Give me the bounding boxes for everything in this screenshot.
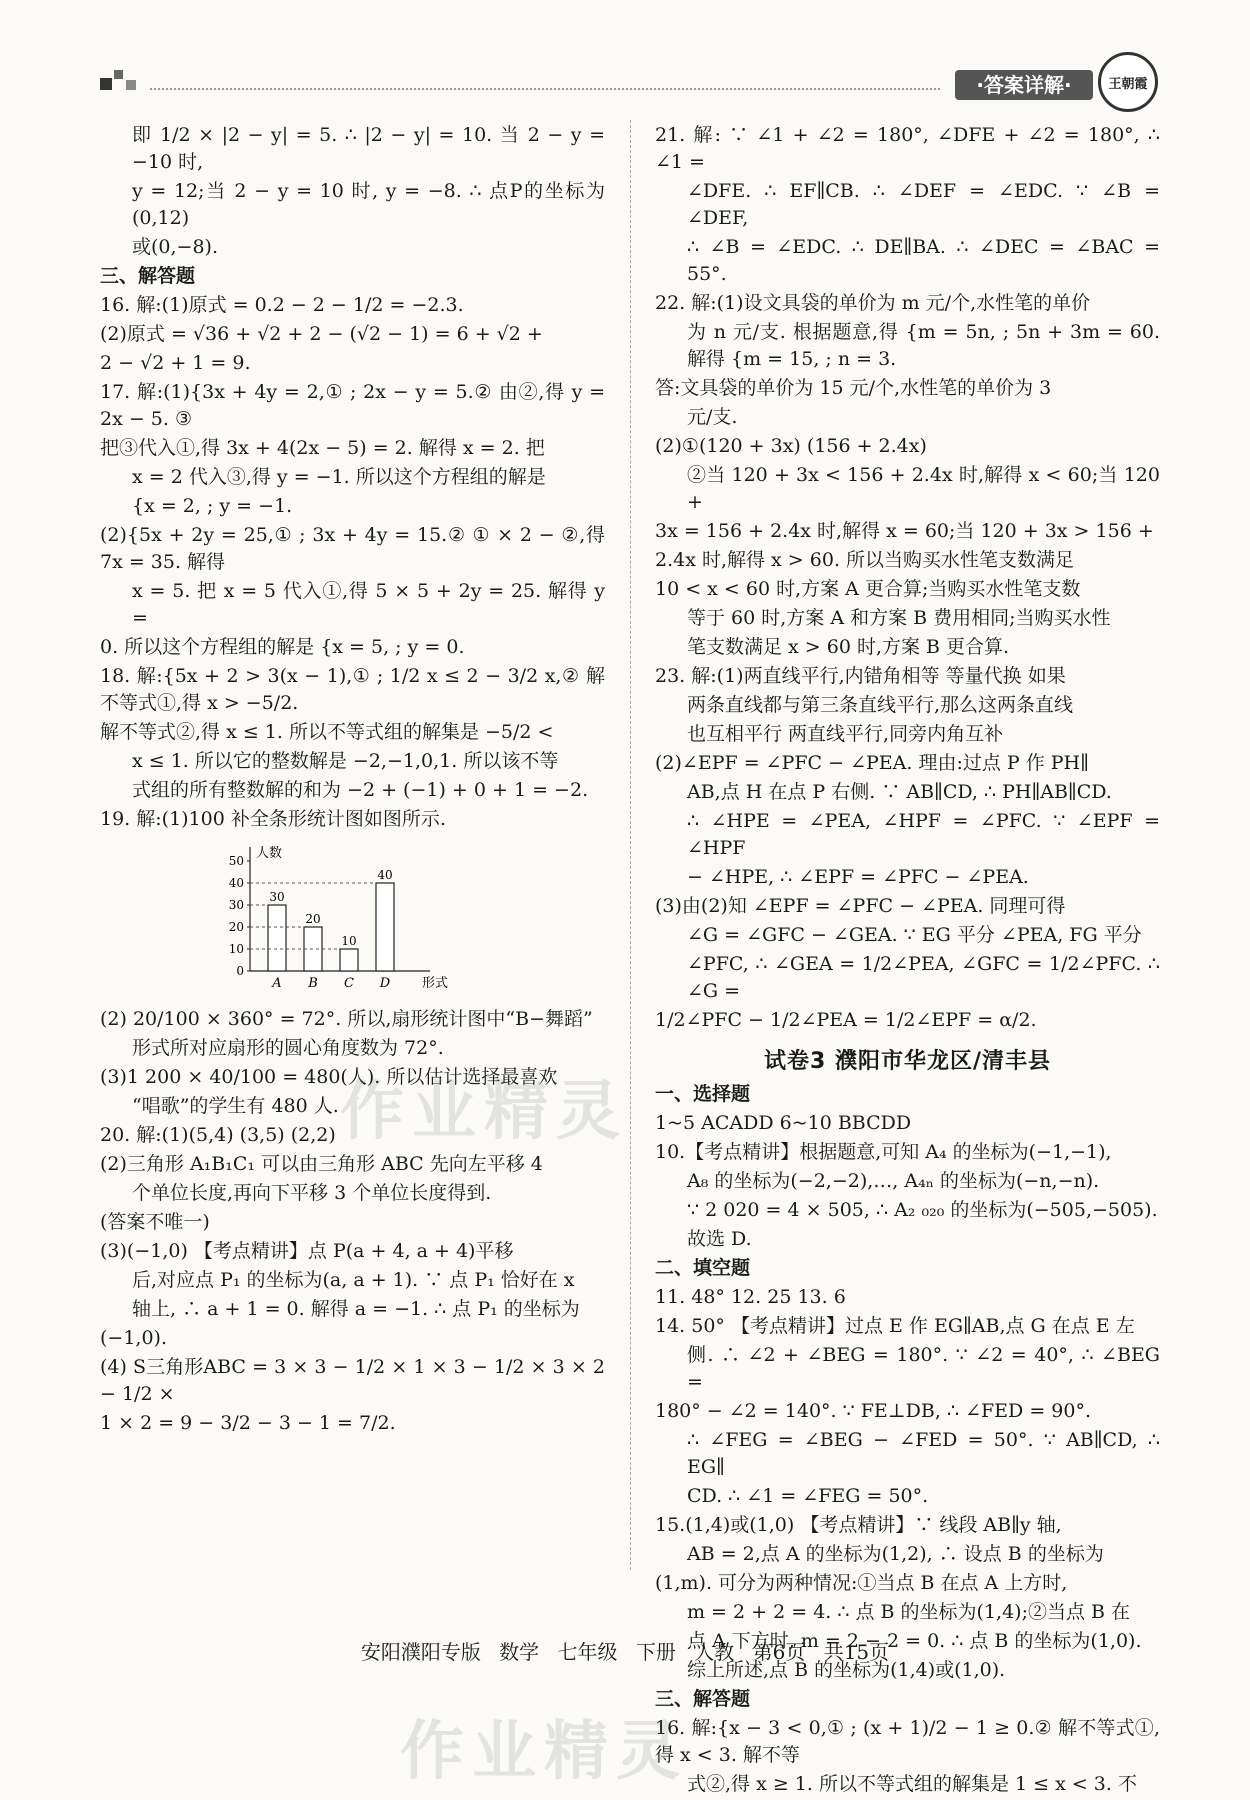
y-tick-label: 50 [228, 854, 244, 868]
right-text-block-2 [655, 1081, 1160, 1798]
text-line: 故选 D. [687, 1228, 752, 1250]
category-label: D [379, 976, 391, 991]
header-rule [150, 88, 940, 90]
text-line: (3)(−1,0) 【考点精讲】点 P(a + 4, a + 4)平移 [100, 1240, 514, 1262]
data-label: 20 [305, 912, 321, 926]
data-label: 10 [341, 934, 357, 948]
text-line: ∠PFC, ∴ ∠GEA = 1/2∠PEA, ∠GFC = 1/2∠PFC. ∴ ∠G = [687, 953, 1160, 1002]
header-tag: ·答案详解· [955, 70, 1093, 100]
text-line: (2) 20/100 × 360° = 72°. 所以,扇形统计图中“B−舞蹈” [100, 1008, 593, 1030]
text-line: 等于 60 时,方案 A 和方案 B 费用相同;当购买水性 [687, 607, 1111, 629]
text-line: 两条直线都与第三条直线平行,那么这两条直线 [687, 694, 1074, 716]
header-squares-icon [100, 70, 140, 96]
bar [340, 949, 358, 971]
text-line: (2)原式 = √36 + √2 + 2 − (√2 − 1) = 6 + √2 + [100, 323, 543, 345]
left-text-block [100, 122, 605, 833]
text-line: (2){5x + 2y = 25,① ; 3x + 4y = 15.② ① × 2 − ②,得 7x = 35. 解得 [100, 524, 605, 573]
text-line: 1~5 ACADD 6~10 BBCDD [655, 1112, 912, 1134]
text-line: 解不等式②,得 x ≤ 1. 所以不等式组的解集是 −5/2 < [100, 721, 554, 743]
text-line: 式②,得 x ≥ 1. 所以不等式组的解集是 1 ≤ x < 3. 不 [687, 1773, 1137, 1795]
y-axis-label: 人数 [256, 846, 283, 861]
category-label: C [344, 976, 354, 991]
text-line: 2 − √2 + 1 = 9. [100, 352, 251, 374]
text-line: m = 2 + 2 = 4. ∴ 点 B 的坐标为(1,4);②当点 B 在 [687, 1601, 1131, 1623]
text-line: 10.【考点精讲】根据题意,可知 A₄ 的坐标为(−1,−1), [655, 1141, 1112, 1163]
text-line: x ≤ 1. 所以它的整数解是 −2,−1,0,1. 所以该不等 [132, 750, 559, 772]
text-line: 11. 48° 12. 25 13. 6 [655, 1286, 846, 1308]
text-line: y = 12;当 2 − y = 10 时, y = −8. ∴ 点P的坐标为(0,12) [132, 180, 605, 229]
x-axis-label: 形式 [422, 976, 449, 991]
text-line: (1,m). 可分为两种情况:①当点 B 在点 A 上方时, [655, 1572, 1068, 1594]
text-line: ∠DFE. ∴ EF∥CB. ∴ ∠DEF = ∠EDC. ∵ ∠B = ∠DEF, [687, 180, 1160, 229]
text-line: 二、填空题 [655, 1257, 751, 1279]
text-line: x = 2 代入③,得 y = −1. 所以这个方程组的解是 [132, 466, 546, 488]
text-line: 形式所对应扇形的圆心角度数为 72°. [132, 1037, 444, 1059]
text-line: 笔支数满足 x > 60 时,方案 B 更合算. [687, 636, 1010, 658]
text-line: A₈ 的坐标为(−2,−2),…, A₄ₙ 的坐标为(−n,−n). [687, 1170, 1100, 1192]
data-label: 30 [269, 890, 285, 904]
text-line: 为 n 元/支. 根据题意,得 {m = 5n, ; 5n + 3m = 60. 解得 {m = 15, ; n = 3. [687, 321, 1160, 370]
text-line: (−1,0). [100, 1327, 168, 1349]
text-line: AB,点 H 在点 P 右侧. ∵ AB∥CD, ∴ PH∥AB∥CD. [687, 781, 1112, 803]
watermark-bottom: 作业精灵 [400, 1715, 688, 1789]
text-line: 轴上, ∴ a + 1 = 0. 解得 a = −1. ∴ 点 P₁ 的坐标为 [132, 1298, 580, 1320]
watermark: 作业精灵 [340, 1075, 628, 1149]
text-line: 22. 解:(1)设文具袋的单价为 m 元/个,水性笔的单价 [655, 292, 1091, 314]
bar [268, 905, 286, 971]
text-line: ∴ ∠B = ∠EDC. ∴ DE∥BA. ∴ ∠DEC = ∠BAC = 55°. [687, 236, 1160, 285]
y-tick-label: 0 [236, 964, 244, 978]
right-text-block [655, 122, 1160, 1034]
text-line: 个单位长度,再向下平移 3 个单位长度得到. [132, 1182, 492, 1204]
text-line: 19. 解:(1)100 补全条形统计图如图所示. [100, 808, 446, 830]
text-line: 侧. ∴ ∠2 + ∠BEG = 180°. ∵ ∠2 = 40°, ∴ ∠BEG = [687, 1344, 1160, 1393]
text-line: CD. ∴ ∠1 = ∠FEG = 50°. [687, 1485, 929, 1507]
text-line: 10 < x < 60 时,方案 A 更合算;当购买水性笔支数 [655, 578, 1081, 600]
text-line: 也互相平行 两直线平行,同旁内角互补 [687, 723, 1004, 745]
text-line: 即 1/2 × |2 − y| = 5. ∴ |2 − y| = 10. 当 2 − y = −10 时, [132, 124, 605, 173]
category-label: A [272, 976, 282, 991]
text-line: x = 5. 把 x = 5 代入①,得 5 × 5 + 2y = 25. 解得 y = [132, 580, 605, 629]
bar-chart [210, 839, 605, 1002]
text-line: 或(0,−8). [132, 236, 219, 258]
text-line: − ∠HPE, ∴ ∠EPF = ∠PFC − ∠PEA. [687, 866, 1029, 888]
text-line: (答案不唯一) [100, 1211, 210, 1233]
text-line: 1/2∠PFC − 1/2∠PEA = 1/2∠EPF = α/2. [655, 1009, 1037, 1031]
text-line: (4) S三角形ABC = 3 × 3 − 1/2 × 1 × 3 − 1/2 × 3 × 2 − 1/2 × [100, 1356, 605, 1405]
text-line: {x = 2, ; y = −1. [132, 495, 293, 517]
text-line: “唱歌”的学生有 480 人. [132, 1095, 339, 1117]
text-line: 点 A 下方时, m = 2 − 2 = 0. ∴ 点 B 的坐标为(1,0). [687, 1630, 1142, 1652]
page-footer: 安阳濮阳专版 数学 七年级 下册 人教 第6页 共15页 [360, 1640, 890, 1664]
text-line: (3)1 200 × 40/100 = 480(人). 所以估计选择最喜欢 [100, 1066, 558, 1088]
text-line: (2)三角形 A₁B₁C₁ 可以由三角形 ABC 先向左平移 4 [100, 1153, 543, 1175]
text-line: 综上所述,点 B 的坐标为(1,4)或(1,0). [687, 1659, 1006, 1681]
text-line: 23. 解:(1)两直线平行,内错角相等 等量代换 如果 [655, 665, 1066, 687]
text-line: ∴ ∠HPE = ∠PEA, ∠HPF = ∠PFC. ∵ ∠EPF = ∠HPF [687, 810, 1160, 859]
text-line: 答:文具袋的单价为 15 元/个,水性笔的单价为 3 [655, 377, 1052, 399]
text-line: 20. 解:(1)(5,4) (3,5) (2,2) [100, 1124, 336, 1146]
text-line: 把③代入①,得 3x + 4(2x − 5) = 2. 解得 x = 2. 把 [100, 437, 545, 459]
text-line: ∠G = ∠GFC − ∠GEA. ∵ EG 平分 ∠PEA, FG 平分 [687, 924, 1142, 946]
bar-chart-svg [210, 839, 460, 994]
text-line: (2)①(120 + 3x) (156 + 2.4x) [655, 435, 927, 457]
text-line: 17. 解:(1){3x + 4y = 2,① ; 2x − y = 5.② 由②,得 y = 2x − 5. ③ [100, 381, 605, 430]
text-line: ②当 120 + 3x < 156 + 2.4x 时,解得 x < 60;当 120 + [687, 464, 1160, 513]
text-line: 一、选择题 [655, 1083, 751, 1105]
text-line: 三、解答题 [655, 1688, 751, 1710]
column-divider [630, 120, 631, 1570]
text-line: 16. 解:(1)原式 = 0.2 − 2 − 1/2 = −2.3. [100, 294, 464, 316]
text-line: 3x = 156 + 2.4x 时,解得 x = 60;当 120 + 3x > 156 + [655, 520, 1154, 542]
text-line: 18. 解:{5x + 2 > 3(x − 1),① ; 1/2 x ≤ 2 − 3/2 x,② 解不等式①,得 x > −5/2. [100, 665, 605, 714]
y-tick-label: 30 [228, 898, 244, 912]
text-line: 16. 解:{x − 3 < 0,① ; (x + 1)/2 − 1 ≥ 0.② 解不等式①,得 x < 3. 解不等 [655, 1717, 1160, 1766]
text-line: AB = 2,点 A 的坐标为(1,2), ∴ 设点 B 的坐标为 [687, 1543, 1104, 1565]
publisher-logo [1098, 52, 1158, 112]
text-line: 2.4x 时,解得 x > 60. 所以当购买水性笔支数满足 [655, 549, 1075, 571]
right-column [655, 122, 1160, 1800]
logo-text: 王朝霞 [1108, 76, 1148, 92]
y-tick-label: 40 [228, 876, 244, 890]
data-label: 40 [377, 868, 393, 882]
category-label: B [308, 976, 318, 991]
text-line: 后,对应点 P₁ 的坐标为(a, a + 1). ∵ 点 P₁ 恰好在 x [132, 1269, 575, 1291]
text-line: ∵ 2 020 = 4 × 505, ∴ A₂ ₀₂₀ 的坐标为(−505,−505). [687, 1199, 1158, 1221]
text-line: 14. 50° 【考点精讲】过点 E 作 EG∥AB,点 G 在点 E 左 [655, 1315, 1135, 1337]
text-line: (3)由(2)知 ∠EPF = ∠PFC − ∠PEA. 同理可得 [655, 895, 1066, 917]
text-line: 式组的所有整数解的和为 −2 + (−1) + 0 + 1 = −2. [132, 779, 589, 801]
text-line: (2)∠EPF = ∠PFC − ∠PEA. 理由:过点 P 作 PH∥ [655, 752, 1089, 774]
text-line: 1 × 2 = 9 − 3/2 − 3 − 1 = 7/2. [100, 1412, 396, 1434]
text-line: 15.(1,4)或(1,0) 【考点精讲】∵ 线段 AB∥y 轴, [655, 1514, 1062, 1536]
exam-3-title: 试卷3 濮阳市华龙区/清丰县 [763, 1049, 1051, 1074]
text-line: 三、解答题 [100, 265, 196, 287]
text-line: ∴ ∠FEG = ∠BEG − ∠FED = 50°. ∵ AB∥CD, ∴ EG∥ [687, 1429, 1160, 1478]
left-column [100, 122, 605, 1439]
bar [376, 883, 394, 971]
text-line: 180° − ∠2 = 140°. ∵ FE⊥DB, ∴ ∠FED = 90°. [655, 1400, 1091, 1422]
y-tick-label: 10 [228, 942, 244, 956]
y-tick-label: 20 [228, 920, 244, 934]
text-line: 21. 解: ∵ ∠1 + ∠2 = 180°, ∠DFE + ∠2 = 180°, ∴ ∠1 = [655, 124, 1160, 173]
text-line: 元/支. [687, 406, 738, 428]
text-line: 0. 所以这个方程组的解是 {x = 5, ; y = 0. [100, 636, 465, 658]
